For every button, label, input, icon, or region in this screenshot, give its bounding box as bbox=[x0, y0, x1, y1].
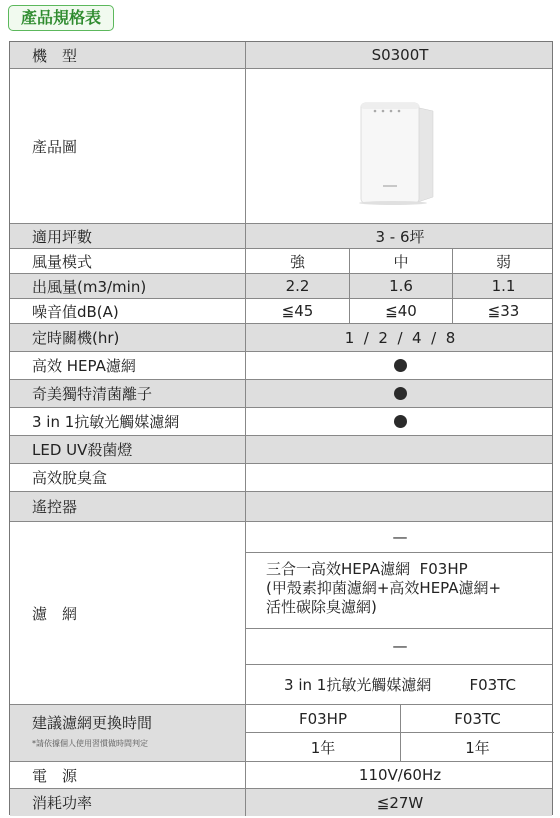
label-consumption: 消耗功率 bbox=[10, 789, 246, 816]
row-consumption bbox=[10, 789, 552, 816]
spec-table bbox=[9, 41, 553, 815]
label-photocatalyst: 3 in 1抗敏光觸媒濾網 bbox=[10, 408, 246, 435]
value-filter-dash-1: — bbox=[392, 528, 408, 546]
feature-dot-icon bbox=[394, 387, 407, 400]
value-replace-f03hp: 1年 bbox=[310, 739, 336, 757]
value-filter-hepa-composition: (甲殼素抑菌濾網+高效HEPA濾網+ bbox=[266, 579, 502, 597]
row-timer bbox=[10, 324, 552, 352]
value-noise-medium: ≦40 bbox=[349, 299, 452, 323]
label-deodor: 高效脫臭盒 bbox=[10, 464, 246, 491]
value-noise-strong: ≦45 bbox=[281, 302, 314, 320]
label-image: 產品圖 bbox=[10, 69, 246, 223]
label-hepa: 高效 HEPA濾網 bbox=[10, 352, 246, 379]
label-ion: 奇美獨特清菌離子 bbox=[10, 380, 246, 407]
row-ion bbox=[10, 380, 552, 408]
row-noise bbox=[10, 299, 552, 324]
label-filter: 濾 網 bbox=[10, 522, 246, 704]
label-airflow-mode: 風量模式 bbox=[10, 249, 246, 273]
row-remote bbox=[10, 492, 552, 522]
header-f03hp: F03HP bbox=[246, 705, 400, 733]
value-mode-strong: 強 bbox=[289, 252, 305, 271]
value-airflow-medium: 1.6 bbox=[349, 274, 452, 298]
value-mode-medium: 中 bbox=[349, 249, 452, 273]
row-hepa bbox=[10, 352, 552, 380]
replace-note: *請依據個人使用習慣做時間判定 bbox=[32, 739, 148, 748]
value-area: 3 - 6坪 bbox=[375, 227, 425, 246]
row-power bbox=[10, 762, 552, 789]
value-filter-photocatalyst: 3 in 1抗敏光觸媒濾網 F03TC bbox=[284, 676, 516, 694]
value-model: S0300T bbox=[371, 46, 429, 64]
value-filter-hepa-composition-2: 活性碳除臭濾網) bbox=[266, 598, 377, 616]
value-mode-weak: 弱 bbox=[452, 249, 554, 273]
section-title: 產品規格表 bbox=[8, 5, 114, 31]
value-timer: 1 / 2 / 4 / 8 bbox=[344, 328, 456, 347]
row-model bbox=[10, 42, 552, 69]
header-f03tc: F03TC bbox=[400, 705, 554, 733]
label-model: 機 型 bbox=[10, 42, 246, 68]
feature-dot-icon bbox=[394, 359, 407, 372]
value-airflow-strong: 2.2 bbox=[285, 277, 310, 295]
row-photocatalyst bbox=[10, 408, 552, 436]
row-airflow bbox=[10, 274, 552, 299]
label-power: 電 源 bbox=[10, 762, 246, 788]
value-airflow-weak: 1.1 bbox=[452, 274, 554, 298]
label-uv: LED UV殺菌燈 bbox=[10, 436, 246, 463]
row-uv bbox=[10, 436, 552, 464]
row-deodor bbox=[10, 464, 552, 492]
row-image bbox=[10, 69, 552, 224]
row-filter bbox=[10, 522, 552, 705]
label-remote: 遙控器 bbox=[10, 492, 246, 521]
row-replace bbox=[10, 705, 552, 762]
value-filter-dash-2: — bbox=[392, 637, 408, 655]
value-power: 110V/60Hz bbox=[358, 766, 442, 784]
row-airflow-mode bbox=[10, 249, 552, 274]
value-replace-f03tc: 1年 bbox=[400, 733, 554, 762]
label-area: 適用坪數 bbox=[10, 224, 246, 248]
label-replace: 建議濾網更換時間 bbox=[32, 714, 153, 732]
product-image bbox=[353, 97, 443, 205]
feature-dot-icon bbox=[394, 415, 407, 428]
label-noise: 噪音值dB(A) bbox=[10, 299, 246, 323]
value-filter-hepa: 三合一高效HEPA濾網 F03HP bbox=[266, 560, 468, 578]
value-consumption: ≦27W bbox=[376, 793, 424, 812]
value-noise-weak: ≦33 bbox=[452, 299, 554, 323]
label-timer: 定時關機(hr) bbox=[10, 324, 246, 351]
row-area bbox=[10, 224, 552, 249]
label-airflow: 出風量(m3/min) bbox=[10, 274, 246, 298]
